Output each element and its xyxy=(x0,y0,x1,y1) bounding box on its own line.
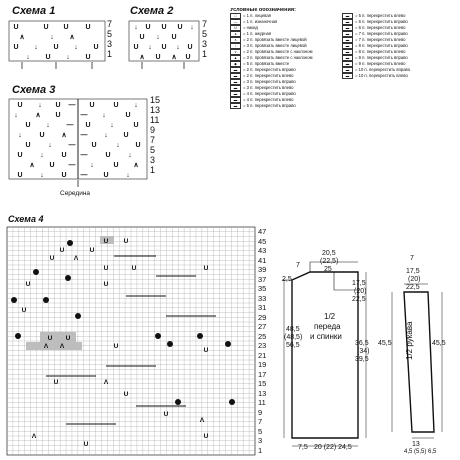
legend-item: ↑ = 3 п. провязать вместе лицевой xyxy=(230,43,338,49)
svg-text:↓: ↓ xyxy=(134,102,138,109)
scheme4-grid xyxy=(6,226,256,456)
svg-text:U: U xyxy=(49,162,55,169)
legend-item: ▬ = 8 п. перекрестить влево xyxy=(342,49,450,55)
svg-text:U: U xyxy=(65,335,71,342)
svg-text:U: U xyxy=(125,112,131,119)
front-bottom-left: 7,5 xyxy=(298,444,308,451)
legend xyxy=(230,8,454,208)
front-top-width: 20,5 xyxy=(322,250,336,257)
scheme4-row-19: 19 xyxy=(258,360,267,369)
legend-item: ▬ = 10 п. перекрестить влево xyxy=(342,73,450,79)
svg-text:↓: ↓ xyxy=(176,44,180,51)
svg-text:U: U xyxy=(103,172,109,179)
scheme4-row-33: 33 xyxy=(258,293,267,303)
svg-text:↓: ↓ xyxy=(50,34,54,41)
scheme4-row-39: 39 xyxy=(258,265,267,274)
sleeve-length-left: 45,5 xyxy=(378,340,392,347)
front-body-height-3: 39,5 xyxy=(355,356,369,363)
svg-text:—: — xyxy=(80,132,88,139)
sleeve-length-right: 45,5 xyxy=(432,340,446,347)
svg-text:↓: ↓ xyxy=(40,172,44,179)
scheme4-row-43: 43 xyxy=(258,246,267,255)
scheme4-row-31: 31 xyxy=(258,303,267,312)
svg-text:∧: ∧ xyxy=(171,54,177,61)
svg-text:U: U xyxy=(113,343,119,350)
scheme4-row-11: 11 xyxy=(258,398,266,407)
sleeve-bottom-width-2: 4,5 (5,5) 6,5 xyxy=(404,449,437,455)
front-total-height-2: (48,5) xyxy=(284,334,303,341)
svg-text:U: U xyxy=(103,238,109,245)
sleeve-bottom-width: 13 xyxy=(412,441,420,448)
scheme4-row-1: 1 xyxy=(258,445,263,455)
svg-text:U: U xyxy=(113,102,119,109)
svg-text:↓: ↓ xyxy=(126,172,130,179)
legend-item: ▬ = 2 п. перекрестить влево xyxy=(230,73,338,79)
scheme1-row-3: 3 xyxy=(107,39,113,49)
legend-item: ● = 1 п. ажурная xyxy=(230,31,338,37)
svg-text:U: U xyxy=(83,441,89,448)
svg-text:↓: ↓ xyxy=(14,112,18,119)
front-armhole-2: (20) xyxy=(354,288,367,295)
scheme1-row-5: 5 xyxy=(107,29,113,39)
svg-text:U: U xyxy=(25,142,31,149)
svg-text:U: U xyxy=(203,265,209,272)
scheme4-row-5: 5 xyxy=(258,426,263,436)
legend-item: ◆ = 5 п. провязать вместе xyxy=(230,61,338,67)
scheme3-row-3: 3 xyxy=(150,155,156,165)
svg-text:U: U xyxy=(161,24,167,31)
svg-text:↓: ↓ xyxy=(46,122,50,129)
sleeve-top-width-2: (20) xyxy=(408,276,421,283)
scheme4-row-37: 37 xyxy=(258,274,267,284)
sleeve-half: 1/2 xyxy=(405,348,414,360)
svg-text:U: U xyxy=(145,24,151,31)
front-top-width-2: (22,5) xyxy=(320,258,339,265)
scheme2-title: Схема 2 xyxy=(130,5,174,17)
svg-text:↓: ↓ xyxy=(34,44,38,51)
front-body-height-2: (34) xyxy=(357,348,370,355)
svg-text:U: U xyxy=(123,132,129,139)
svg-text:—: — xyxy=(80,152,88,159)
scheme3-grid xyxy=(8,98,148,188)
legend-item: ∧ = 2 п. провязать вместе лицевой xyxy=(230,37,338,43)
scheme4-row-29: 29 xyxy=(258,312,267,322)
scheme4-row-35: 35 xyxy=(258,284,267,293)
scheme3-title: Схема 3 xyxy=(12,84,56,96)
sleeve-top-left: 7 xyxy=(410,255,414,262)
front-name-label: переда xyxy=(314,322,341,331)
scheme4-row-45: 45 xyxy=(258,236,267,246)
scheme4-row-3: 3 xyxy=(258,436,263,445)
svg-text:—: — xyxy=(80,172,88,179)
svg-text:U: U xyxy=(25,281,31,288)
scheme1-grid xyxy=(8,20,106,70)
scheme3-row-9: 9 xyxy=(150,125,156,135)
svg-text:U: U xyxy=(187,44,193,51)
scheme3-row-11: 11 xyxy=(150,115,160,125)
legend-item: ▬ = 8 п. перекрестить вправо xyxy=(342,43,450,49)
svg-text:Λ: Λ xyxy=(31,433,37,440)
svg-text:↓: ↓ xyxy=(90,162,94,169)
scheme4-row-9: 9 xyxy=(258,407,263,417)
svg-text:↓: ↓ xyxy=(156,34,160,41)
scheme4-row-21: 21 xyxy=(258,350,267,360)
front-total-height-3: 56,5 xyxy=(286,342,300,349)
svg-text:U: U xyxy=(203,433,209,440)
front-left-top: 7 xyxy=(296,262,300,269)
svg-text:U: U xyxy=(61,172,67,179)
svg-text:↓: ↓ xyxy=(134,24,138,31)
legend-item: — = 1 п. изнаночная xyxy=(230,19,338,25)
legend-col-left xyxy=(230,13,338,109)
svg-text:↓: ↓ xyxy=(38,102,42,109)
front-shoulder-height: 2,5 xyxy=(282,276,292,283)
svg-text:U: U xyxy=(53,379,59,386)
svg-text:↓: ↓ xyxy=(74,44,78,51)
svg-text:U: U xyxy=(177,24,183,31)
svg-text:↓: ↓ xyxy=(18,132,22,139)
scheme2-grid xyxy=(128,20,200,70)
svg-text:U: U xyxy=(103,265,109,272)
legend-item: ▬ = 5 п. перекрестить влево xyxy=(342,13,450,19)
sleeve-top-width: 17,5 xyxy=(406,268,420,275)
pattern-sleeve xyxy=(386,262,456,447)
svg-text:U: U xyxy=(39,132,45,139)
svg-text:Λ: Λ xyxy=(199,417,205,424)
sleeve-half-label xyxy=(405,322,414,360)
legend-item: ∨ = 2 п. провязать вместе с наклоном xyxy=(230,49,338,55)
front-name-label-2: и спинки xyxy=(310,332,342,341)
svg-text:↓: ↓ xyxy=(116,142,120,149)
svg-text:↓: ↓ xyxy=(110,122,114,129)
svg-text:U: U xyxy=(203,347,209,354)
scheme4-row-27: 27 xyxy=(258,322,267,331)
scheme4-row-47: 47 xyxy=(258,227,267,236)
legend-item: ▬ = 7 п. перекрестить вправо xyxy=(342,31,450,37)
svg-text:U: U xyxy=(185,54,191,61)
sleeve-top-width-3: 22,5 xyxy=(406,284,420,291)
scheme4-row-7: 7 xyxy=(258,417,263,426)
front-top-width-3: 25 xyxy=(324,266,332,273)
legend-item: ▬ = 4 п. перекрестить вправо xyxy=(230,91,338,97)
front-half-label: 1/2 xyxy=(324,312,336,321)
scheme2-row-1: 1 xyxy=(202,49,208,59)
legend-title: Условные обозначения: xyxy=(230,8,296,13)
scheme1-row-1: 1 xyxy=(107,49,113,59)
front-armhole: 17,5 xyxy=(352,280,366,287)
svg-text:Λ: Λ xyxy=(43,343,49,350)
svg-text:U: U xyxy=(113,162,119,169)
legend-item: □ = 1 п. лицевая xyxy=(230,13,338,19)
scheme1-title: Схема 1 xyxy=(12,5,56,17)
svg-text:Λ: Λ xyxy=(59,343,65,350)
svg-text:↓: ↓ xyxy=(48,142,52,149)
svg-text:U: U xyxy=(85,122,91,129)
svg-text:∧: ∧ xyxy=(69,34,75,41)
svg-text:↓: ↓ xyxy=(66,54,70,61)
svg-text:U: U xyxy=(163,411,169,418)
front-armhole-3: 22,5 xyxy=(352,296,366,303)
svg-text:U: U xyxy=(45,54,51,61)
legend-item: ▬ = 9 п. перекрестить вправо xyxy=(342,55,450,61)
svg-text:U: U xyxy=(53,44,59,51)
svg-text:U: U xyxy=(131,265,137,272)
front-body-height: 36,5 xyxy=(355,340,369,347)
svg-text:U: U xyxy=(161,44,167,51)
scheme3-row-13: 13 xyxy=(150,105,161,115)
scheme3-row-7: 7 xyxy=(150,135,156,145)
svg-text:U: U xyxy=(105,152,111,159)
svg-text:U: U xyxy=(13,44,19,51)
svg-text:∧: ∧ xyxy=(35,112,41,119)
svg-text:—: — xyxy=(68,162,76,169)
legend-item: ▬ = 5 п. перекрестить вправо xyxy=(230,103,338,109)
svg-text:U: U xyxy=(123,391,129,398)
svg-text:U: U xyxy=(133,122,139,129)
legend-item: ▬ = 3 п. перекрестить вправо xyxy=(230,79,338,85)
svg-text:U: U xyxy=(89,247,95,254)
legend-item: ▲ = 3 п. провязать вместе с наклоном xyxy=(230,55,338,61)
sleeve-name: рукава xyxy=(405,321,414,347)
svg-text:∧: ∧ xyxy=(139,54,145,61)
legend-item: ▬ = 6 п. перекрестить вправо xyxy=(342,19,450,25)
scheme4-row-15: 15 xyxy=(258,379,267,388)
scheme2-row-3: 3 xyxy=(202,39,208,49)
svg-text:∧: ∧ xyxy=(29,162,35,169)
svg-text:U: U xyxy=(171,34,177,41)
svg-text:U: U xyxy=(61,152,67,159)
svg-text:U: U xyxy=(17,152,23,159)
svg-text:U: U xyxy=(155,54,161,61)
svg-text:↓: ↓ xyxy=(148,44,152,51)
legend-item: ▬ = 4 п. перекрестить влево xyxy=(230,97,338,103)
svg-text:U: U xyxy=(123,238,129,245)
svg-text:U: U xyxy=(13,24,19,31)
svg-text:∧: ∧ xyxy=(61,132,67,139)
svg-text:U: U xyxy=(103,281,109,288)
svg-text:—: — xyxy=(68,142,76,149)
svg-text:U: U xyxy=(63,24,69,31)
svg-text:U: U xyxy=(43,24,49,31)
front-total-height: 48,5 xyxy=(286,326,300,333)
svg-text:U: U xyxy=(59,247,65,254)
svg-text:U: U xyxy=(85,24,91,31)
scheme2-row-5: 5 xyxy=(202,29,208,39)
scheme4-title: Схема 4 xyxy=(8,214,44,224)
scheme4-row-23: 23 xyxy=(258,341,267,350)
svg-text:∧: ∧ xyxy=(19,34,25,41)
legend-item: ▬ = 3 п. перекрестить влево xyxy=(230,85,338,91)
svg-text:U: U xyxy=(17,102,23,109)
scheme2-row-7: 7 xyxy=(202,19,208,29)
svg-text:↓: ↓ xyxy=(26,54,30,61)
svg-text:↓: ↓ xyxy=(104,132,108,139)
front-bottom-width: 20 (22) 24,5 xyxy=(314,444,352,451)
svg-text:∧: ∧ xyxy=(133,162,139,169)
svg-text:↓: ↓ xyxy=(190,24,194,31)
legend-item: ▬ = 6 п. перекрестить влево xyxy=(342,25,450,31)
scheme3-row-5: 5 xyxy=(150,145,156,155)
scheme4-row-13: 13 xyxy=(258,388,267,398)
svg-text:U: U xyxy=(55,112,61,119)
legend-item: ▬ = 9 п. перекрестить влево xyxy=(342,61,450,67)
svg-text:—: — xyxy=(68,102,76,109)
legend-item: ▬ = 10 п. перекрестить вправо xyxy=(342,67,450,73)
svg-text:↓: ↓ xyxy=(128,152,132,159)
scheme4-row-25: 25 xyxy=(258,331,267,341)
legend-col-right xyxy=(342,13,450,109)
svg-text:U: U xyxy=(135,142,141,149)
middle-label: Середина xyxy=(60,190,91,197)
svg-text:—: — xyxy=(80,112,88,119)
svg-text:↓: ↓ xyxy=(40,152,44,159)
svg-text:U: U xyxy=(91,142,97,149)
svg-text:U: U xyxy=(85,54,91,61)
scheme4-row-17: 17 xyxy=(258,369,267,379)
svg-text:U: U xyxy=(17,172,23,179)
svg-text:U: U xyxy=(133,44,139,51)
svg-text:↓: ↓ xyxy=(102,112,106,119)
scheme3-row-1: 1 xyxy=(150,165,156,175)
scheme1-row-7: 7 xyxy=(107,19,113,29)
svg-text:—: — xyxy=(66,122,74,129)
svg-text:U: U xyxy=(25,122,31,129)
svg-text:U: U xyxy=(47,335,53,342)
legend-item: U = накид xyxy=(230,25,338,31)
svg-text:U: U xyxy=(55,102,61,109)
legend-item: ▬ = 2 п. перекрестить вправо xyxy=(230,67,338,73)
svg-text:U: U xyxy=(139,34,145,41)
scheme4-row-41: 41 xyxy=(258,255,267,265)
svg-text:U: U xyxy=(49,255,55,262)
scheme3-row-15: 15 xyxy=(150,95,161,105)
svg-text:U: U xyxy=(89,102,95,109)
svg-text:Λ: Λ xyxy=(73,255,79,262)
svg-text:Λ: Λ xyxy=(103,379,109,386)
legend-item: ▬ = 7 п. перекрестить влево xyxy=(342,37,450,43)
svg-text:U: U xyxy=(93,44,99,51)
svg-text:U: U xyxy=(21,307,27,314)
